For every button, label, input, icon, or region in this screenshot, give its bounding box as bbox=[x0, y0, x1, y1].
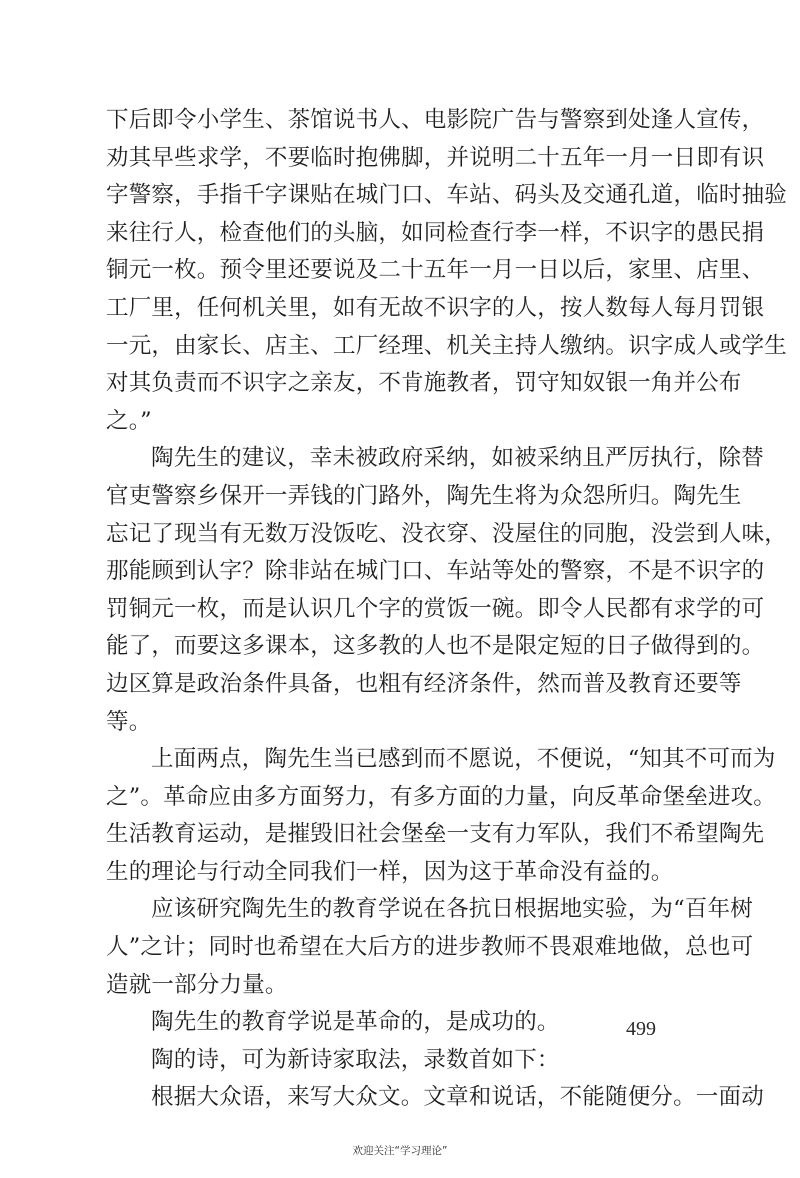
body-text bbox=[106, 102, 788, 1117]
text-line: 能了，而要这多课本，这多教的人也不是限定短的日子做得到的。 bbox=[106, 633, 765, 660]
text-line: 造就一部分力量。 bbox=[106, 971, 288, 998]
text-line: 劝其早些求学，不要临时抱佛脚，并说明二十五年一月一日即有识 bbox=[106, 144, 765, 171]
text-line: 那能顾到认字？除非站在城门口、车站等处的警察，不是不识字的 bbox=[106, 558, 765, 585]
paragraph-start-line: 陶先生的建议，幸未被政府采纳，如被采纳且严厉执行，除替 bbox=[151, 445, 764, 472]
text-line: 之。” bbox=[106, 407, 152, 434]
text-line: 工厂里，任何机关里，如有无故不识字的人，按人数每人每月罚银 bbox=[106, 294, 765, 321]
text-line: 下后即令小学生、茶馆说书人、电影院广告与警察到处逢人宣传， bbox=[106, 107, 765, 133]
text-line: 等。 bbox=[106, 708, 152, 735]
footer-note: 欢迎关注“学习理论” bbox=[352, 1145, 448, 1157]
text-line: 官吏警察乡保开一弄钱的门路外，陶先生将为众怨所归。陶先生 bbox=[106, 482, 742, 509]
paragraph-start-line: 陶先生的教育学说是革命的，是成功的。 bbox=[151, 1009, 560, 1036]
text-line: 来往行人，检查他们的头脑，如同检查行李一样，不识字的愚民捐 bbox=[106, 219, 765, 246]
text-line: 之”。革命应由多方面努力，有多方面的力量，向反革命堡垒进攻。 bbox=[106, 783, 777, 810]
text-line: 一元，由家长、店主、工厂经理、机关主持人缴纳。识字成人或学生 bbox=[106, 332, 788, 359]
text-line: 铜元一枚。预令里还要说及二十五年一月一日以后，家里、店里、 bbox=[106, 257, 765, 284]
text-line: 边区算是政治条件具备，也粗有经济条件，然而普及教育还要等 bbox=[106, 670, 742, 697]
text-line: 罚铜元一枚，而是认识几个字的赏饭一碗。即令人民都有求学的可 bbox=[106, 595, 765, 622]
text-line: 生活教育运动，是摧毁旧社会堡垒一支有力军队，我们不希望陶先 bbox=[106, 821, 765, 848]
text-line: 人”之计；同时也希望在大后方的进步教师不畏艰难地做，总也可 bbox=[106, 934, 754, 961]
paragraph-start-line: 陶的诗，可为新诗家取法，录数首如下： bbox=[151, 1046, 560, 1073]
text-line: 字警察，手指千字课贴在城门口、车站、码头及交通孔道，临时抽验 bbox=[106, 182, 788, 209]
page-number: 499 bbox=[626, 1018, 656, 1040]
paragraph-start-line: 上面两点，陶先生当已感到而不愿说，不便说，“知其不可而为 bbox=[151, 746, 776, 773]
paragraph-start-line: 根据大众语，来写大众文。文章和说话，不能随便分。一面动 bbox=[151, 1084, 764, 1111]
paragraph-start-line: 应该研究陶先生的教育学说在各抗日根据地实验，为“百年树 bbox=[151, 896, 753, 923]
text-line: 对其负责而不识字之亲友，不肯施教者，罚守知奴银一角并公布 bbox=[106, 370, 742, 397]
text-line: 忘记了现当有无数万没饭吃、没衣穿、没屋住的同胞，没尝到人味， bbox=[106, 520, 788, 547]
text-line: 生的理论与行动全同我们一样，因为这于革命没有益的。 bbox=[106, 858, 674, 885]
